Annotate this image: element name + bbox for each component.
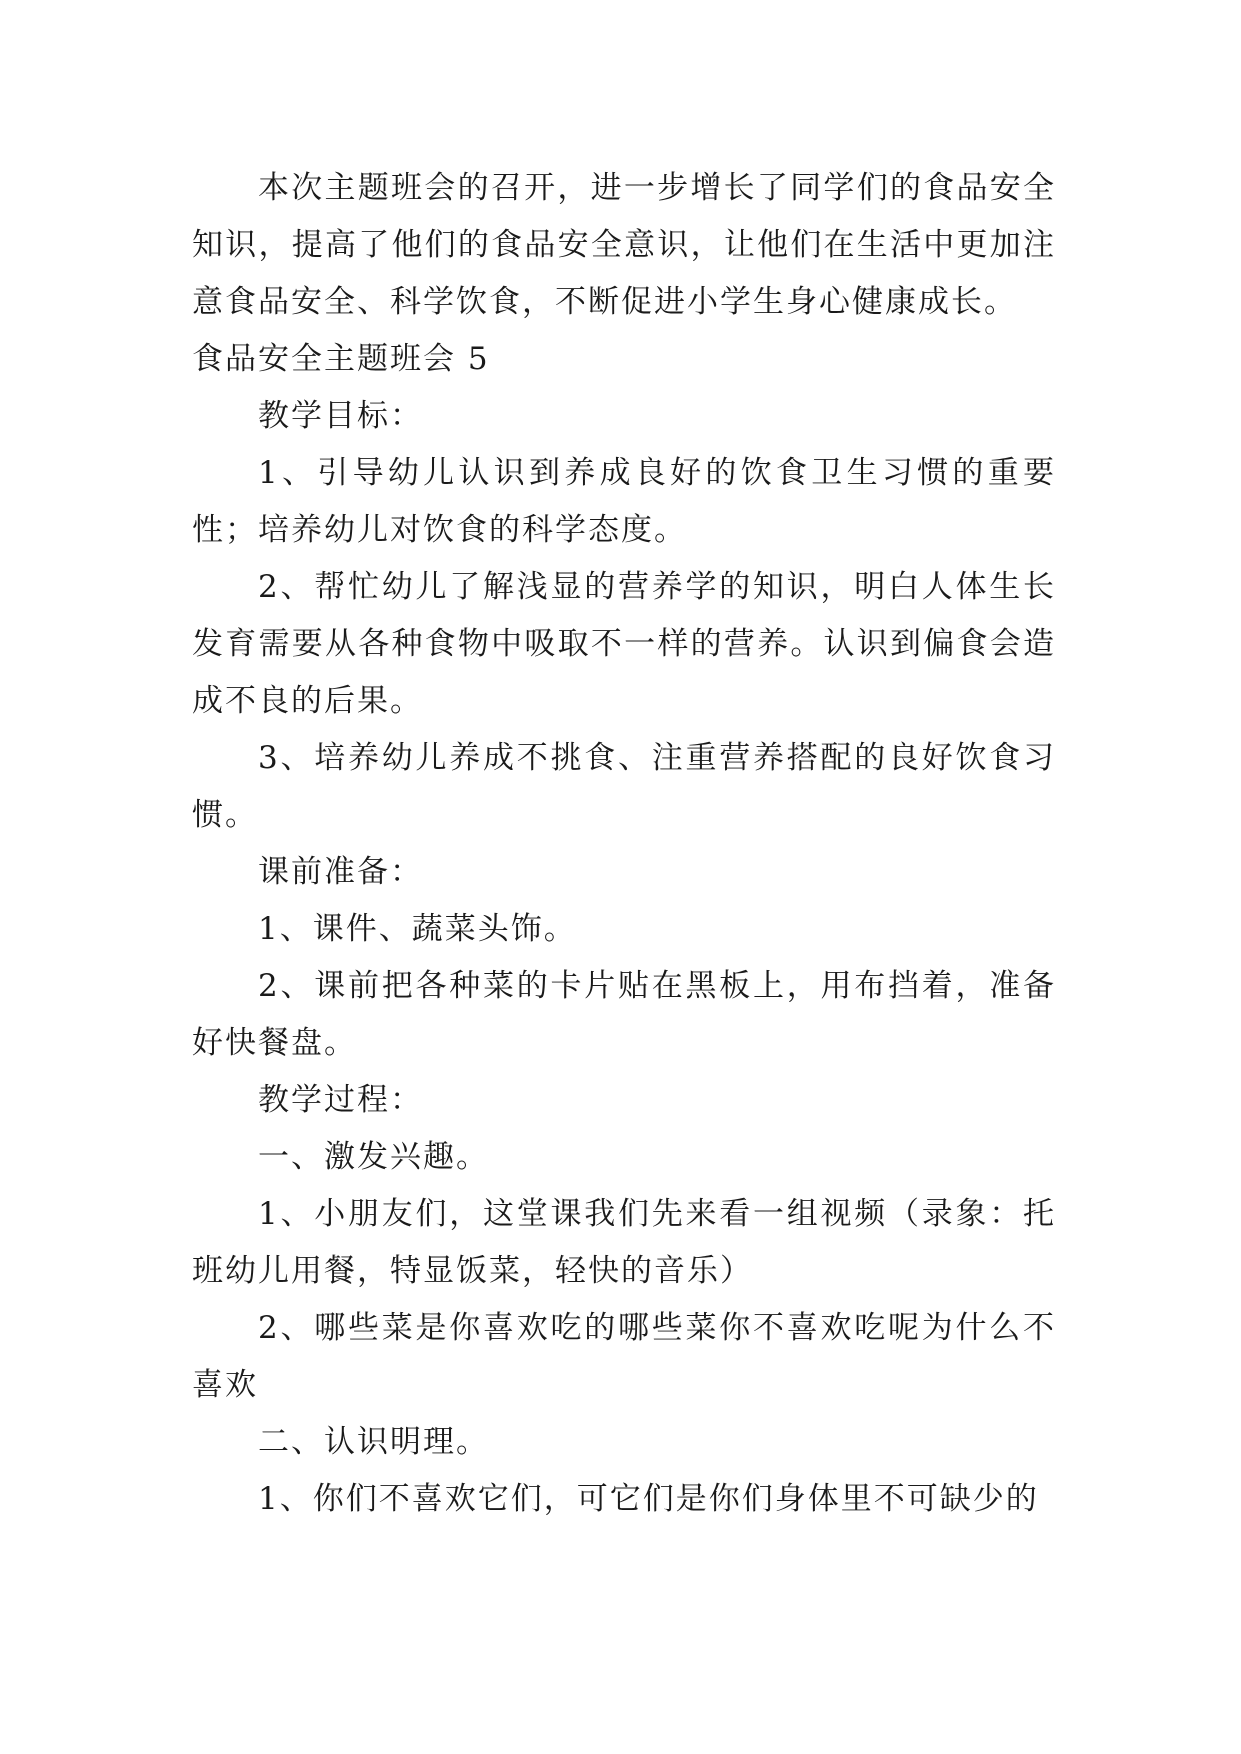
section-title: 食品安全主题班会 5 (192, 341, 490, 377)
paragraph-summary: 本次主题班会的召开，进一步增长了同学们的食品安全知识，提高了他们的食品安全意识，让他们在生活中更加注意食品安全、科学饮食，不断促进小学生身心健康成长。 (192, 170, 1056, 320)
process-step-heading-1: 一、激发兴趣。 (258, 1139, 489, 1175)
goal-item-2: 2、帮忙幼儿了解浅显的营养学的知识，明白人体生长发育需要从各种食物中吸取不一样的营养。认识到偏食会造成不良的后果。 (192, 569, 1056, 719)
document-body (192, 160, 1056, 1528)
process-item-2-1: 1、你们不喜欢它们，可它们是你们身体里不可缺少的 (258, 1481, 1039, 1517)
goal-item-1: 1、引导幼儿认识到养成良好的饮食卫生习惯的重要性；培养幼儿对饮食的科学态度。 (192, 455, 1056, 548)
heading-teaching-goals: 教学目标： (258, 398, 423, 434)
process-item-1-2: 2、哪些菜是你喜欢吃的哪些菜你不喜欢吃呢为什么不喜欢 (192, 1310, 1056, 1403)
heading-process: 教学过程： (258, 1082, 423, 1118)
process-item-1-1: 1、小朋友们，这堂课我们先来看一组视频（录象：托班幼儿用餐，特显饭菜，轻快的音乐） (192, 1196, 1056, 1289)
goal-item-3: 3、培养幼儿养成不挑食、注重营养搭配的良好饮食习惯。 (192, 740, 1056, 833)
heading-preparation: 课前准备： (258, 854, 423, 890)
process-step-heading-2: 二、认识明理。 (258, 1424, 489, 1460)
preparation-item-2: 2、课前把各种菜的卡片贴在黑板上，用布挡着，准备好快餐盘。 (192, 968, 1056, 1061)
preparation-item-1: 1、课件、蔬菜头饰。 (258, 911, 577, 947)
